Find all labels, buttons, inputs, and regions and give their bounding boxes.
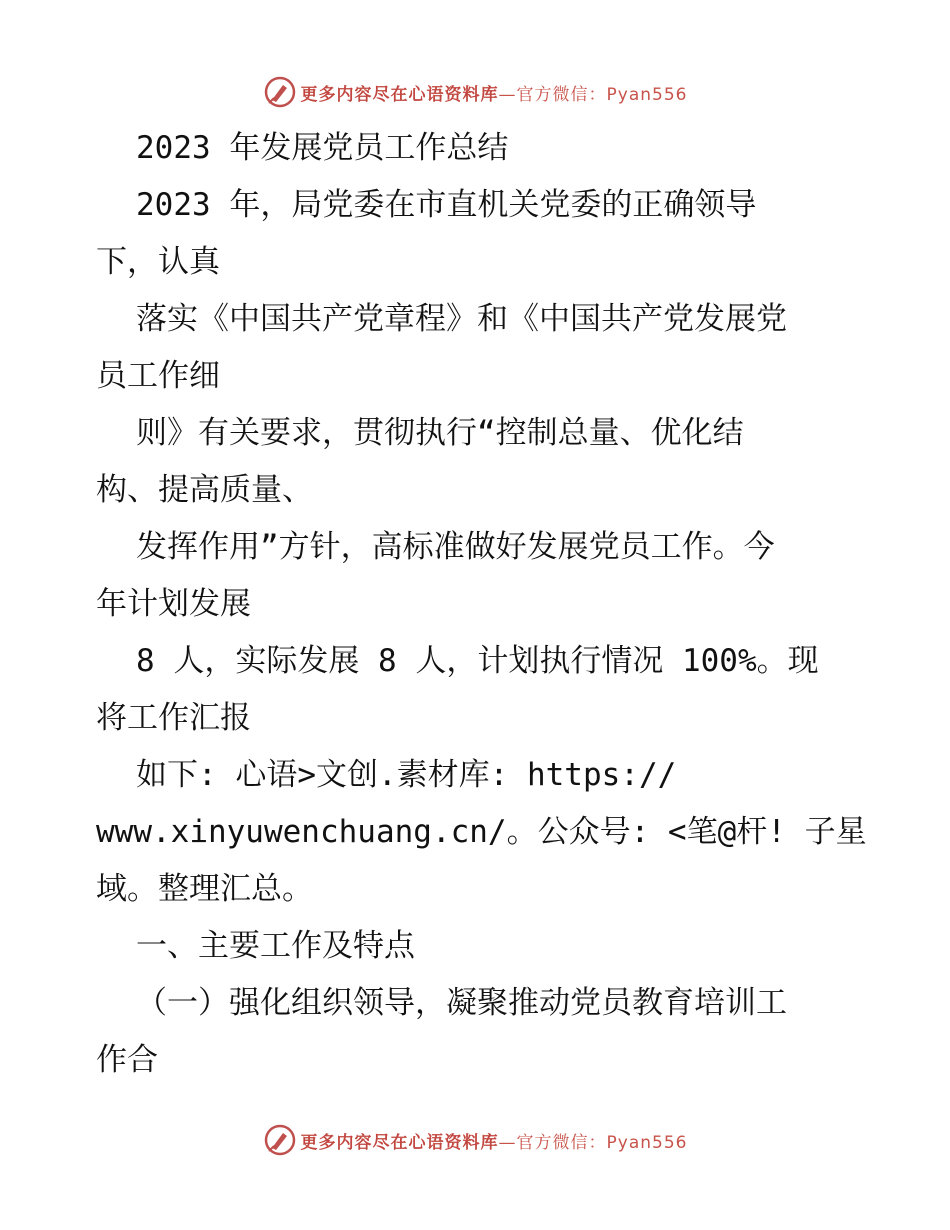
- document-line: 作合: [96, 1042, 158, 1078]
- watermark-header: [0, 72, 950, 112]
- document-body: [96, 120, 867, 1089]
- document-line: 下，认真: [96, 244, 220, 280]
- document-line: 2023 年，局党委在市直机关党委的正确领导: [136, 187, 757, 223]
- document-line: 则》有关要求，贯彻执行“控制总量、优化结: [136, 415, 744, 451]
- document-line: 员工作细: [96, 358, 220, 394]
- watermark-contact: —官方微信：Pyan556: [498, 84, 688, 105]
- document-line: 如下: 心语>文创.素材库: https://: [136, 757, 677, 793]
- document-line: 将工作汇报: [96, 700, 251, 736]
- document-line: www.xinyuwenchuang.cn/。公众号: <笔@杆! 子星: [96, 814, 867, 850]
- watermark-contact: —官方微信：Pyan556: [498, 1132, 688, 1153]
- document-line: 2023 年发展党员工作总结: [136, 130, 509, 166]
- document-line: 年计划发展: [96, 586, 251, 622]
- pen-logo-icon: [263, 1123, 297, 1157]
- document-line: 发挥作用”方针，高标准做好发展党员工作。今: [136, 529, 775, 565]
- watermark-brand: 更多内容尽在心语资料库: [300, 84, 499, 105]
- document-line: 落实《中国共产党章程》和《中国共产党发展党: [136, 301, 787, 337]
- document-line: （一）强化组织领导，凝聚推动党员教育培训工: [136, 985, 787, 1021]
- document-line: 一、主要工作及特点: [136, 928, 415, 964]
- watermark-footer: [0, 1120, 950, 1160]
- pen-logo-icon: [263, 75, 297, 109]
- document-line: 域。整理汇总。: [96, 871, 313, 907]
- document-line: 构、提高质量、: [96, 472, 313, 508]
- watermark-brand: 更多内容尽在心语资料库: [300, 1132, 499, 1153]
- document-line: 8 人，实际发展 8 人，计划执行情况 100%。现: [136, 643, 819, 679]
